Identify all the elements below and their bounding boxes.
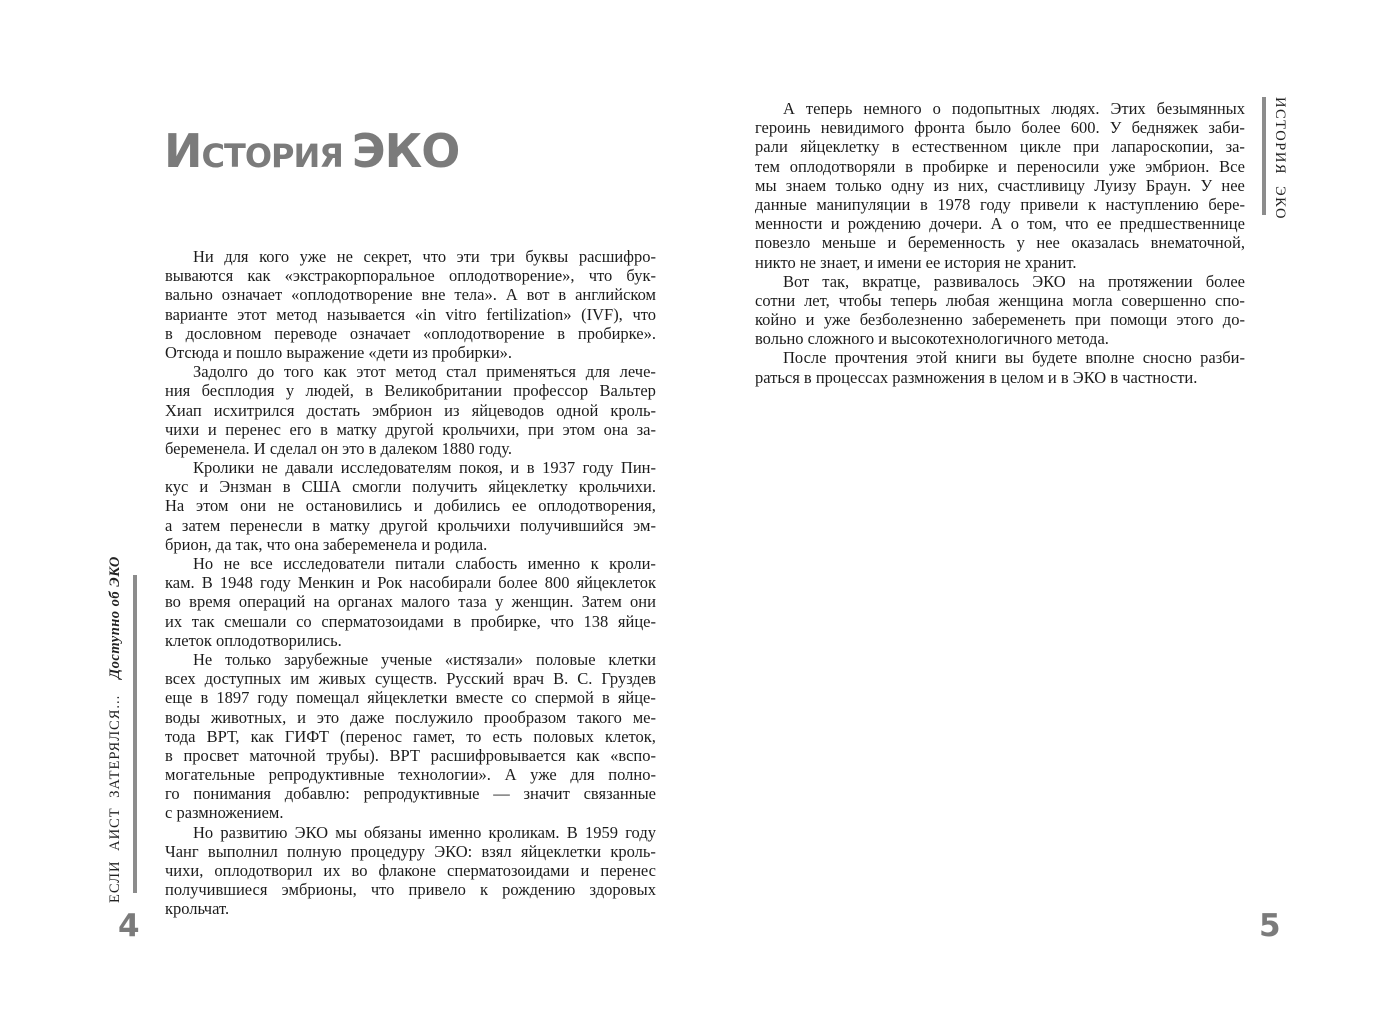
chapter-sidebar-header: ИСТОРИЯ ЭКО <box>1272 97 1288 220</box>
text-line: воды животных, и это даже послужило прообразом такого ме- <box>165 707 656 727</box>
series-subtitle: Доступно об ЭКО <box>107 556 123 679</box>
text-line: повезло меньше и беременность у нее оказалась внематочной, <box>755 233 1245 253</box>
series-sidebar-rule <box>133 575 137 893</box>
text-line: вываются как «экстракорпоральное оплодотворение», что бук- <box>165 266 656 286</box>
text-line: чихи и перенес его в матку другой крольчихи, при этом она за- <box>165 419 656 439</box>
text-line: кам. В 1948 году Менкин и Рок насобирали более 800 яйцеклеток <box>165 573 656 593</box>
text-line: еще в 1897 году помещал яйцеклетки вместе со спермой в яйце- <box>165 688 656 708</box>
text-line: получившиеся эмбрионы, что привело к рождению здоровых <box>165 880 656 900</box>
text-line: раться в процессах размножения в целом и в ЭКО в частности. <box>755 367 1198 387</box>
text-line: героинь невидимого фронта было более 600. У бедняжек заби- <box>755 118 1245 138</box>
text-line: койно и уже безболезненно забеременеть при помощи этого до- <box>755 310 1245 330</box>
text-line: Задолго до того как этот метод стал применяться для лече- <box>193 362 656 382</box>
chapter-title <box>164 124 459 178</box>
text-line: крольчат. <box>165 899 230 919</box>
text-line: А теперь немного о подопытных людях. Этих безымянных <box>783 99 1245 118</box>
text-line: никто не знает, и имени ее история не хранит. <box>755 252 1077 272</box>
text-line: всех доступных им живых существ. Русский врач В. С. Груздев <box>165 669 656 689</box>
right-text-column <box>755 99 1245 387</box>
text-line: Ни для кого уже не секрет, что эти три буквы расшифро- <box>193 247 656 266</box>
text-line: На этом они не остановились и добились ее оплодотворения, <box>165 496 656 516</box>
text-line: Вот так, вкратце, развивалось ЭКО на протяжении более <box>783 271 1245 291</box>
text-line: сотни лет, чтобы теперь любая женщина могла совершенно спо- <box>755 290 1245 310</box>
text-line: брион, да так, что она забеременела и родила. <box>165 534 488 554</box>
text-line: Кролики не давали исследователям покоя, и в 1937 году Пин- <box>193 458 656 478</box>
chapter-title-acronym: ЭКО <box>351 124 460 179</box>
text-line: Но не все исследователи питали слабость именно к кроли- <box>193 554 656 573</box>
text-line: с размножением. <box>165 803 284 823</box>
text-line: варианте этот метод называется «in vitro fertilization» (IVF), что <box>165 304 656 324</box>
text-line: во время операций на органах малого таза у женщин. Затем они <box>165 592 656 612</box>
text-line: менности и рождению дочери. А о том, что ее предшественнице <box>755 214 1245 234</box>
text-line: тода ВРТ, как ГИФТ (перенос гамет, то есть половых клеток, <box>165 726 656 746</box>
text-line: рали яйцеклетку в естественном цикле при лапароскопии, за- <box>755 137 1245 157</box>
text-line: данные манипуляции в 1978 году привели к наступлению бере- <box>755 194 1245 214</box>
series-sidebar <box>107 556 129 903</box>
series-title: ЕСЛИ АИСТ ЗАТЕРЯЛСЯ... <box>107 694 123 903</box>
text-line: клеток оплодотворились. <box>165 630 342 650</box>
text-line: вольно сложного и высокотехнологичного метода. <box>755 329 1109 349</box>
text-line: Но развитию ЭКО мы обязаны именно кроликам. В 1959 году <box>193 822 656 842</box>
text-line: мы знаем только одну из них, счастливицу Луизу Браун. У нее <box>755 175 1245 195</box>
text-line: в дословном переводе означает «оплодотворение в пробирке». <box>165 323 656 343</box>
text-line: После прочтения этой книги вы будете вполне сносно разби- <box>783 348 1245 368</box>
text-line: Хиап исхитрился достать эмбрион из яйцеводов одной кроль- <box>165 400 656 420</box>
chapter-title-rest: СТОРИЯ <box>201 137 343 176</box>
text-line: ния бесплодия у людей, в Великобритании профессор Вальтер <box>165 381 656 401</box>
text-line: го понимания добавлю: репродуктивные — значит связанные <box>165 784 656 804</box>
text-line: Отсюда и пошло выражение «дети из пробирки». <box>165 342 513 362</box>
text-line: вально означает «оплодотворение вне тела». А вот в английском <box>165 285 656 305</box>
text-line: тем оплодотворяли в пробирке и переносили уже эмбрион. Все <box>755 156 1245 176</box>
text-line: беременела. И сделал он это в далеком 1880 году. <box>165 438 512 458</box>
left-text-column <box>165 247 656 919</box>
text-line: в просвет маточной трубы). ВРТ расшифровывается как «вспо- <box>165 745 656 765</box>
chapter-sidebar-rule <box>1262 97 1266 215</box>
text-line: могательные репродуктивные технологии». А уже для полно- <box>165 765 656 785</box>
text-line: а затем перенесли в матку другой крольчихи получившийся эм- <box>165 515 656 535</box>
text-line: чихи, оплодотворил их во флаконе сперматозоидами и перенес <box>165 861 656 880</box>
text-line: кус и Энзман в США смогли получить яйцеклетку крольчихи. <box>165 477 656 497</box>
chapter-title-initial: И <box>164 124 202 179</box>
text-line: Не только зарубежные ученые «истязали» половые клетки <box>193 649 656 669</box>
page-number-left: 4 <box>118 908 140 944</box>
text-line: Чанг выполнил полную процедуру ЭКО: взял яйцеклетки кроль- <box>165 841 656 861</box>
text-line: их так смешали со сперматозоидами в пробирке, что 138 яйце- <box>165 611 656 631</box>
page-number-right: 5 <box>1259 908 1281 944</box>
